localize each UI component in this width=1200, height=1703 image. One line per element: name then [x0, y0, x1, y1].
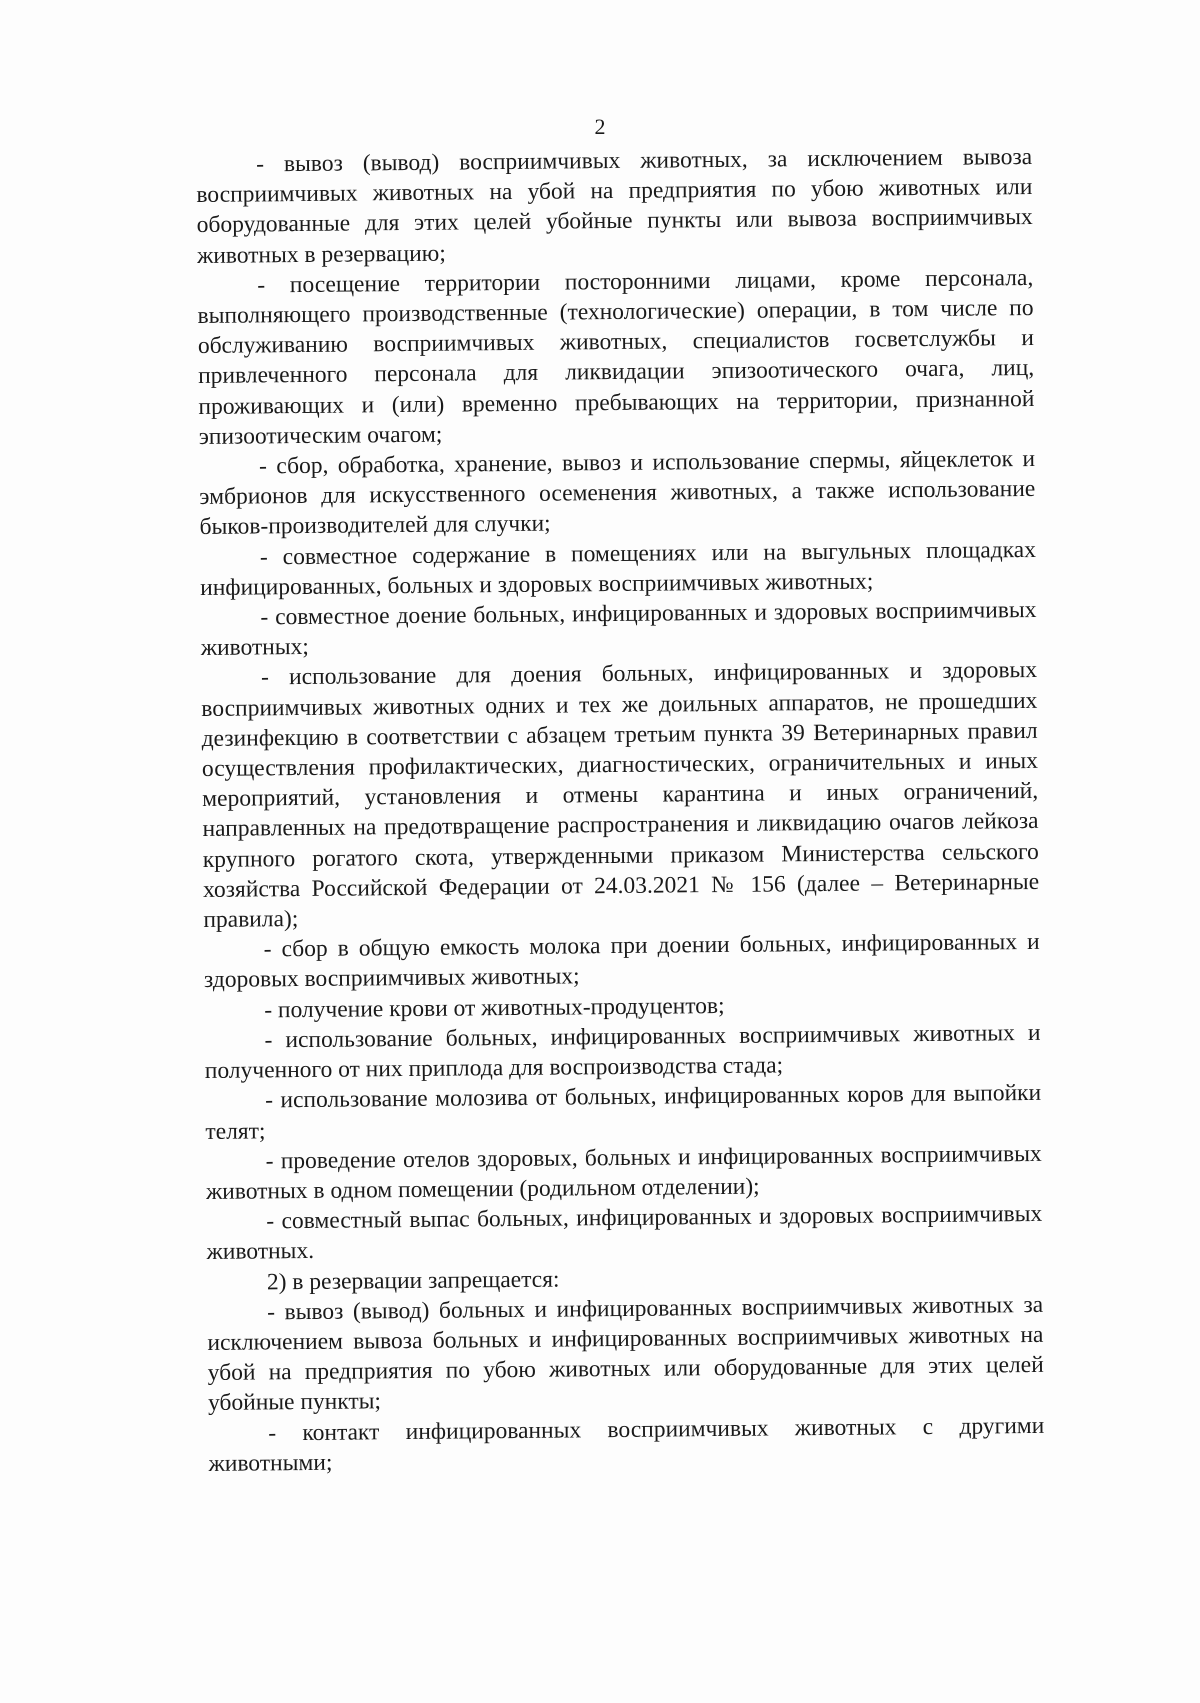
paragraph-reservation-export-ban: - вывоз (вывод) больных и инфицированных восприимчивых животных за исключением вывоза больных и инфицированных восприимчивых животных на убой на предприятия по убою животных или оборудованные для этих целей убойные пункты;: [207, 1291, 1044, 1417]
page-number: 2: [594, 114, 606, 139]
paragraph-joint-milking-ban: - совместное доение больных, инфицированных и здоровых восприимчивых животных;: [200, 597, 1037, 662]
document-body: [196, 142, 1045, 1479]
paragraph-blood-ban: - получение крови от животных-продуцентов;: [264, 992, 725, 1024]
paragraph-colostrum-ban: - использование молозива от больных, инфицированных коров для выпойки телят;: [205, 1080, 1042, 1145]
paragraph-breeding-ban: - использование больных, инфицированных восприимчивых животных и полученного от них приплода для воспроизводства стада;: [204, 1019, 1041, 1085]
paragraph-joint-keeping-ban: - совместное содержание в помещениях или на выгульных площадках инфицированных, больных и здоровых восприимчивых животных;: [200, 536, 1036, 601]
paragraph-reservation-heading: 2) в резервации запрещается:: [266, 1266, 560, 1295]
paragraph-contact-ban: - контакт инфицированных восприимчивых животных с другими животными;: [208, 1412, 1045, 1477]
paragraph-sperm-ban: - сбор, обработка, хранение, вывоз и использование спермы, яйцеклеток и эмбрионов для искусственного осеменения животных, а также использование быков-производителей для случки;: [199, 445, 1036, 541]
paragraph-grazing-ban: - совместный выпас больных, инфицированных и здоровых восприимчивых животных.: [206, 1201, 1043, 1266]
paragraph-calving-ban: - проведение отелов здоровых, больных и инфицированных восприимчивых животных в одном помещении (родильном отделении);: [205, 1140, 1042, 1205]
paragraph-milk-collection-ban: - сбор в общую емкость молока при доении больных, инфицированных и здоровых восприимчивых животных;: [203, 929, 1040, 994]
paragraph-visit-ban: - посещение территории посторонними лицами, кроме персонала, выполняющего производственные (технологические) операции, в том числе по обслуживанию восприимчивых животных, специалистов госветслужбы и привлеченного персонала для ликвидации эпизоотического очага, лиц, проживающих и (или) временно пребывающих на территории, признанной эпизоотическим очагом;: [197, 264, 1035, 450]
paragraph-export-ban: - вывоз (вывод) восприимчивых животных, за исключением вывоза восприимчивых животных на убой на предприятия по убою животных или оборудованные для этих целей убойные пункты или вывоза восприимчивых животных в резервацию;: [196, 143, 1033, 269]
paragraph-milking-equipment-ban: - использование для доения больных, инфицированных и здоровых восприимчивых животных одних и тех же доильных аппаратов, не прошедших дезинфекцию в соответствии с абзацем третьим пункта 39 Ветеринарных правил осуществления профилактических, диагностических, ограничительных и иных мероприятий, установления и отмены карантина и иных ограничений, направленных на предотвращение распространения и ликвидацию очагов лейкоза крупного рогатого скота, утвержденными приказом Министерства сельского хозяйства Российской Федерации от 24.03.2021 № 156 (далее – Ветеринарные правила);: [201, 657, 1040, 934]
